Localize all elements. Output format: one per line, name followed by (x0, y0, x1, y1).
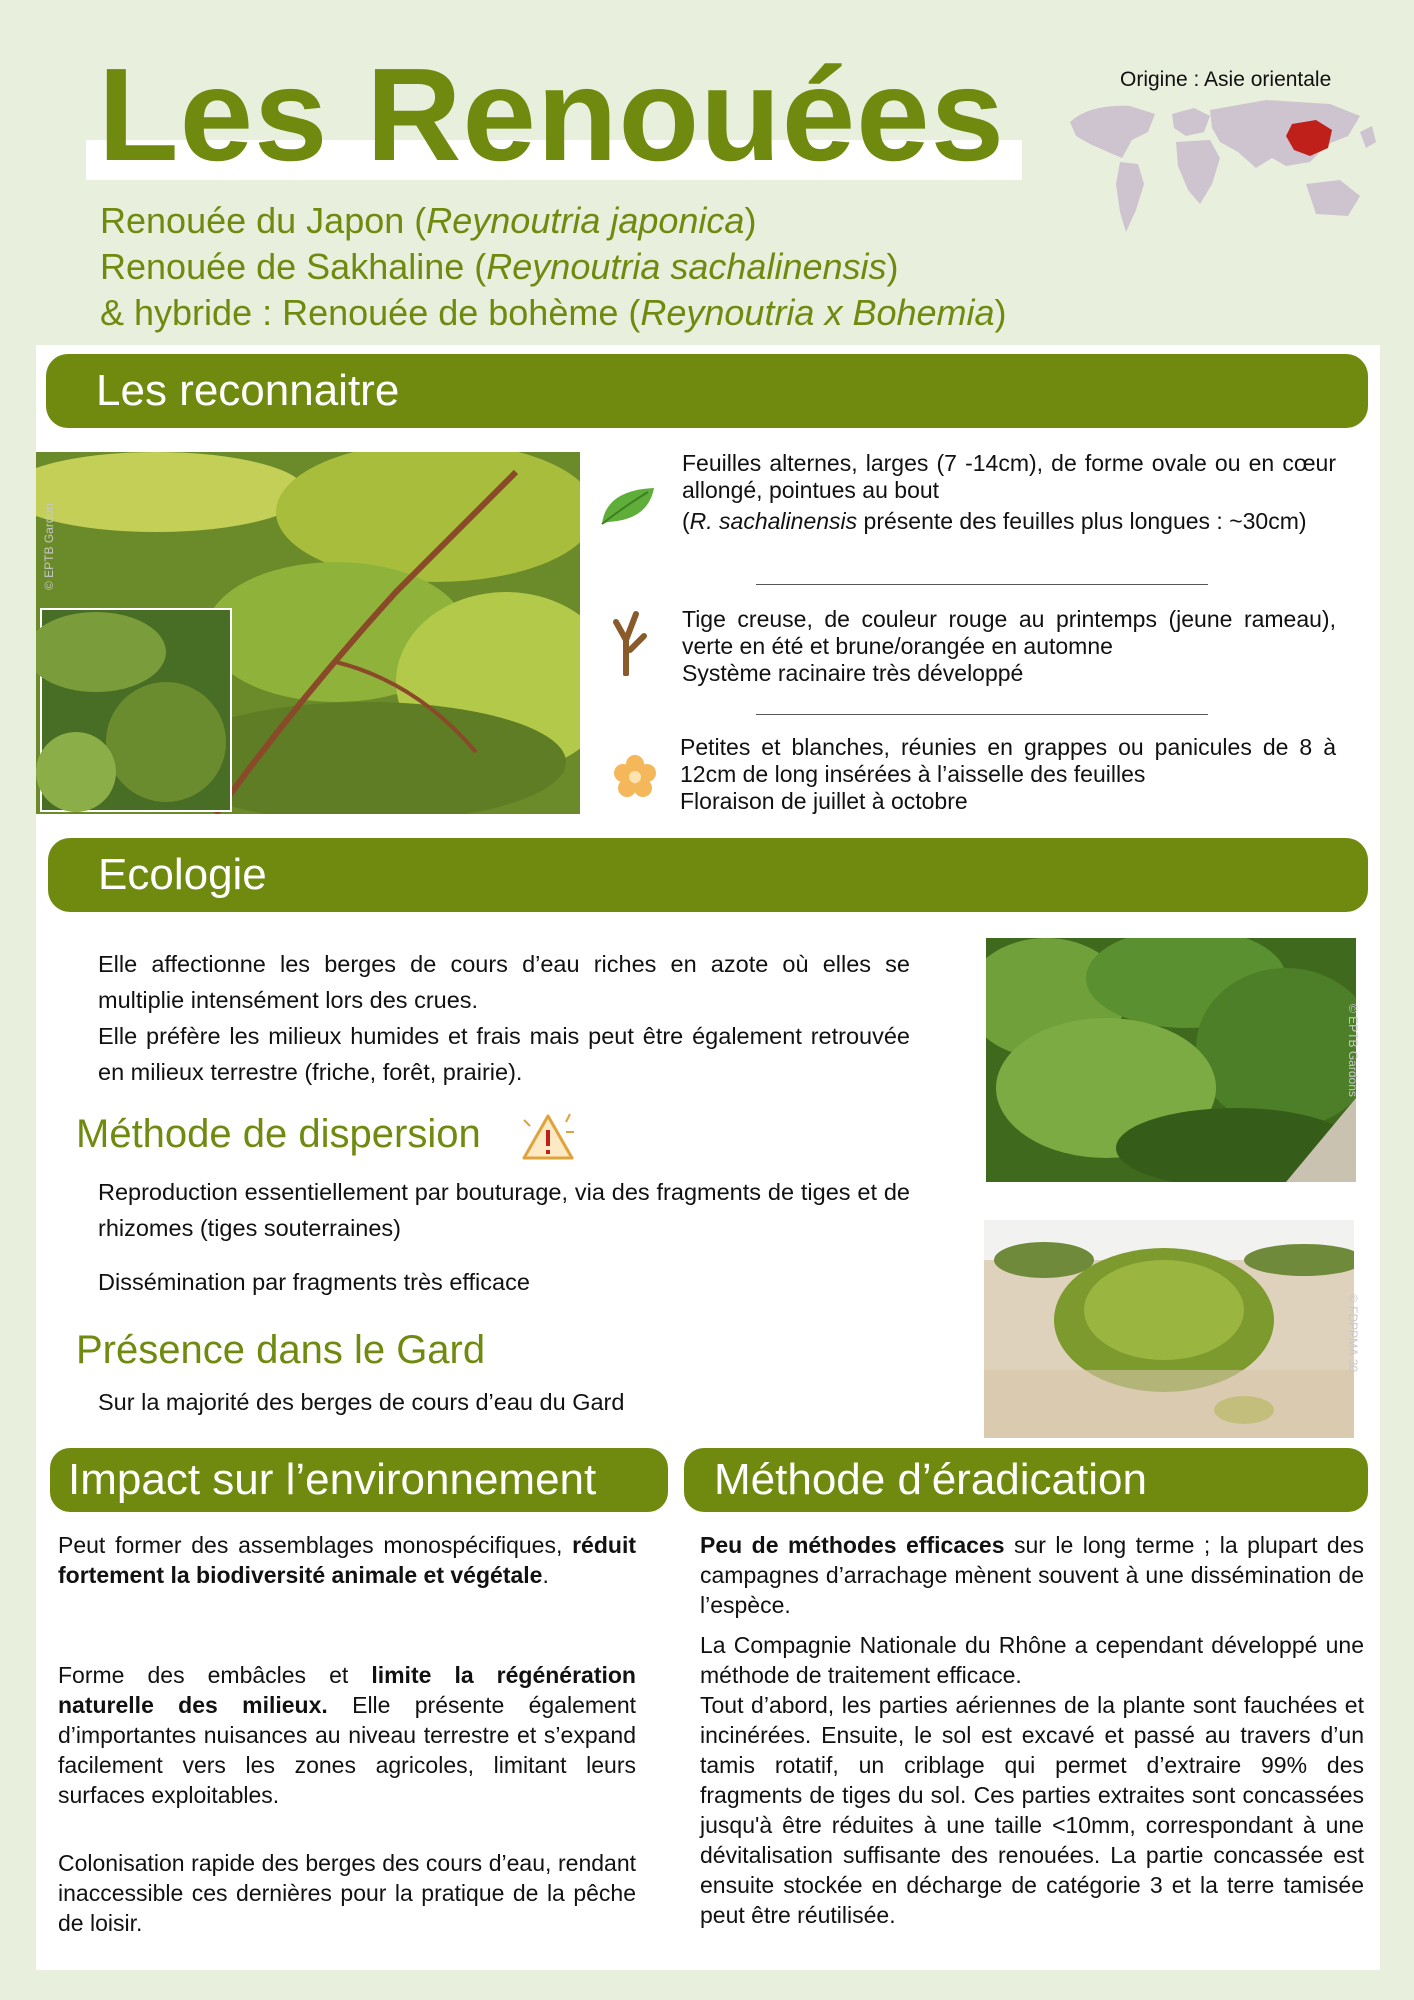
eradication-paragraph-1: Peu de méthodes efficaces sur le long terme ; la plupart des campagnes d’arrachage mènent souvent à une dissémination de l’espèce. (700, 1532, 1364, 1618)
ecology-text-2: Elle préfère les milieux humides et frais mais peut être également retrouvée en milieux terrestre (friche, forêt, prairie). (98, 1023, 910, 1085)
world-map-icon (1060, 92, 1390, 252)
dispersion-heading: Méthode de dispersion (76, 1112, 481, 1156)
flower-icon (612, 754, 658, 800)
feature-stem (682, 606, 1336, 687)
feature-flowers-period: Floraison de juillet à octobre (680, 788, 968, 814)
stem-icon (608, 610, 652, 676)
impact-paragraph-3: Colonisation rapide des berges des cours d’eau, rendant inaccessible ces dernières pour la pratique de la pêche de loisir. (58, 1850, 636, 1936)
impact-paragraph-2: Forme des embâcles et limite la régénération naturelle des milieux. Elle présente également d’importantes nuisances au niveau terrestre et s’expand facilement vers les zones agricoles, limitant leurs surfaces exploitables. (58, 1662, 637, 1808)
feature-flowers (680, 734, 1336, 815)
impact-paragraph-1: Peut former des assemblages monospécifiques, réduit fortement la biodiversité animale et végétale. (58, 1532, 636, 1588)
knotweed-thicket-photo (986, 938, 1356, 1182)
eradication-paragraph-3: Tout d’abord, les parties aériennes de la plante sont fauchées et incinérées. Ensuite, le sol est excavé et passé au travers d’un tamis rotatif, un criblage qui permet d’extraire 99% des fragments de tiges du sol. Ces parties extraites sont concassées jusqu'à être réduites à une taille <10mm, correspondant à une dévitalisation suffisante des renouées. La partie concassée est ensuite stockée en décharge de catégorie 3 et la terre tamisée peut être réutilisée. (700, 1692, 1364, 1928)
leaf-icon (598, 482, 658, 528)
feature-flowers-text: Petites et blanches, réunies en grappes ou panicules de 8 à 12cm de long insérées à l’aisselle des feuilles (680, 734, 1336, 787)
presence-text: Sur la majorité des berges de cours d’eau du Gard (98, 1389, 625, 1415)
divider (756, 714, 1208, 715)
species-line: Renouée de Sakhaline (Reynoutria sachalinensis) (100, 246, 899, 287)
feature-stem-text: Tige creuse, de couleur rouge au printemps (jeune rameau), verte en été et brune/orangée en automne (682, 606, 1336, 659)
feature-leaves (682, 450, 1336, 535)
page-title: Les Renouées (98, 41, 1005, 188)
section-header-recognize: Les reconnaitre (46, 354, 1368, 428)
species-list (100, 198, 1007, 336)
species-line: & hybride : Renouée de bohème (Reynoutria x Bohemia) (100, 292, 1007, 333)
section-header-eradication: Méthode d’éradication (684, 1448, 1368, 1512)
feature-leaves-text: Feuilles alternes, larges (7 -14cm), de forme ovale ou en cœur allongé, pointues au bout (682, 450, 1336, 503)
dispersion-text-2: Dissémination par fragments très efficace (98, 1269, 530, 1295)
ecology-paragraph (98, 946, 910, 1090)
photo-credit: © EPTB Gardons (1346, 1004, 1360, 1097)
origin-label: Origine : Asie orientale (1120, 68, 1332, 91)
dispersion-text-1: Reproduction essentiellement par bouturage, via des fragments de tiges et de rhizomes (tiges souterraines) (98, 1179, 910, 1241)
header (0, 0, 1414, 345)
eradication-paragraph-2: La Compagnie Nationale du Rhône a cependant développé une méthode de traitement efficace. (700, 1632, 1364, 1688)
section-header-ecology: Ecologie (48, 838, 1368, 912)
presence-heading: Présence dans le Gard (76, 1328, 486, 1372)
photo-credit: © FDPPMA 30 (1346, 1294, 1360, 1373)
ecology-text-1: Elle affectionne les berges de cours d’eau riches en azote où elles se multiplie intensément lors des crues. (98, 951, 910, 1013)
feature-leaves-note: (R. sachalinensis présente des feuilles plus longues : ~30cm) (682, 508, 1307, 534)
species-line: Renouée du Japon (Reynoutria japonica) (100, 200, 757, 241)
photo-credit: © EPTB Gardon (42, 503, 56, 590)
warning-icon (518, 1108, 578, 1164)
knotweed-bush-photo (984, 1220, 1354, 1438)
knotweed-leaves-photo (36, 452, 580, 814)
section-header-impact: Impact sur l’environnement (50, 1448, 668, 1512)
divider (756, 584, 1208, 585)
feature-stem-roots: Système racinaire très développé (682, 660, 1024, 686)
